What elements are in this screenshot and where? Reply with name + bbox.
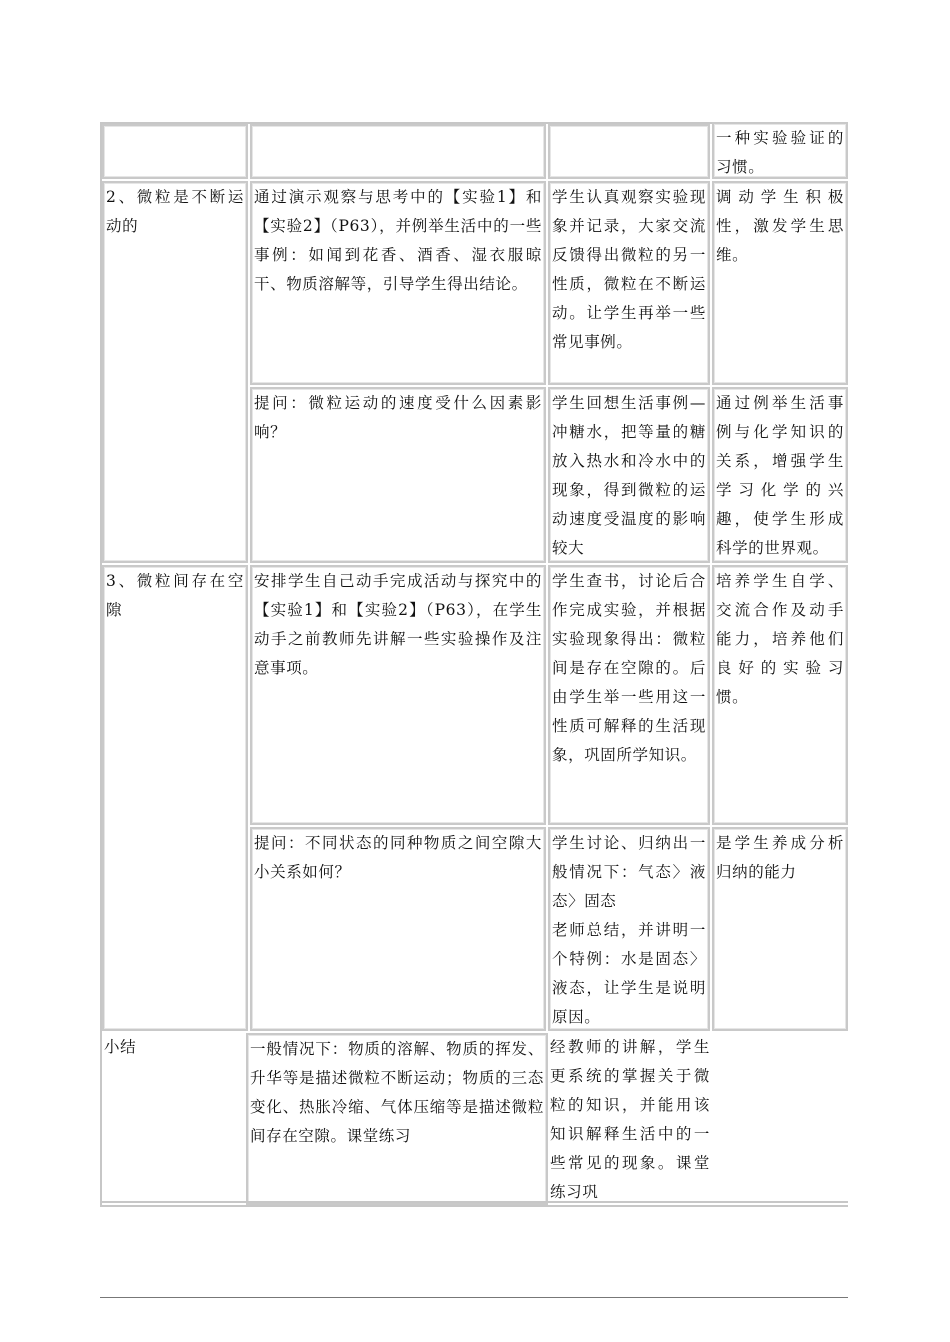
table-bottom-border: [100, 1201, 848, 1203]
table-top-border: [100, 122, 712, 124]
table-cell-r2-c1: 提问：微粒运动的速度受什么因素影响？: [250, 387, 546, 563]
table-cell-r5-c3: [712, 1033, 848, 1201]
table-cell-r1-c3: 调动学生积极性，激发学生思维。: [712, 181, 848, 385]
table-left-border: [100, 122, 102, 1205]
table-cell-r0-c1: [250, 124, 546, 179]
table-cell-r1-c0: 2、微粒是不断运动的: [102, 181, 248, 563]
table-cell-r0-c0: [102, 124, 248, 179]
table-cell-r4-c2: 学生讨论、归纳出一般情况下：气态〉液态〉固态 老师总结，并讲明一个特例：水是固态〉液态，让学生是说明原因。: [548, 827, 710, 1031]
table-cell-r5-c0: 小结: [104, 1038, 137, 1056]
table-cell-r2-c3: 通过例举生活事例与化学知识的关系，增强学生学习化学的兴趣，使学生形成科学的世界观。: [712, 387, 848, 563]
table-cell-r1-c1: 通过演示观察与思考中的【实验1】和【实验2】（P63），并例举生活中的一些事例：如闻到花香、酒香、湿衣服晾干、物质溶解等，引导学生得出结论。: [250, 181, 546, 385]
table-cell-r3-c2: 学生查书，讨论后合作完成实验，并根据实验现象得出：微粒间是存在空隙的。后由学生举一些用这一性质可解释的生活现象，巩固所学知识。: [548, 565, 710, 825]
table-cell-r1-c2: 学生认真观察实验现象并记录，大家交流反馈得出微粒的另一性质，微粒在不断运动。让学生再举一些常见事例。: [548, 181, 710, 385]
table-cell-r2-c2: 学生回想生活事例—冲糖水，把等量的糖放入热水和冷水中的现象，得到微粒的运动速度受温度的影响较大: [548, 387, 710, 563]
table-cell-r4-c3: 是学生养成分析归纳的能力: [712, 827, 848, 1031]
table-cell-r3-c0: 3、微粒间存在空隙: [102, 565, 248, 1031]
table-bottom-border-double: [100, 1205, 848, 1207]
table-cell-r4-c1: 提问：不同状态的同种物质之间空隙大小关系如何？: [250, 827, 546, 1031]
footer-rule: [100, 1297, 848, 1298]
table-cell-r0-c2: [548, 124, 710, 179]
table-cell-r0-c3: 一种实验验证的习惯。: [712, 122, 848, 179]
table-cell-r3-c1: 安排学生自己动手完成活动与探究中的【实验1】和【实验2】（P63），在学生动手之前教师先讲解一些实验操作及注意事项。: [250, 565, 546, 825]
table-cell-r5-c2: 经教师的讲解，学生更系统的掌握关于微粒的知识，并能用该知识解释生活中的一些常见的现象。课堂练习巩: [550, 1038, 710, 1201]
table-cell-r5-c1: 一般情况下：物质的溶解、物质的挥发、升华等是描述微粒不断运动；物质的三态变化、热胀冷缩、气体压缩等是描述微粒间存在空隙。课堂练习: [246, 1033, 548, 1205]
table-cell-r3-c3: 培养学生自学、交流合作及动手能力，培养他们良好的实验习惯。: [712, 565, 848, 825]
